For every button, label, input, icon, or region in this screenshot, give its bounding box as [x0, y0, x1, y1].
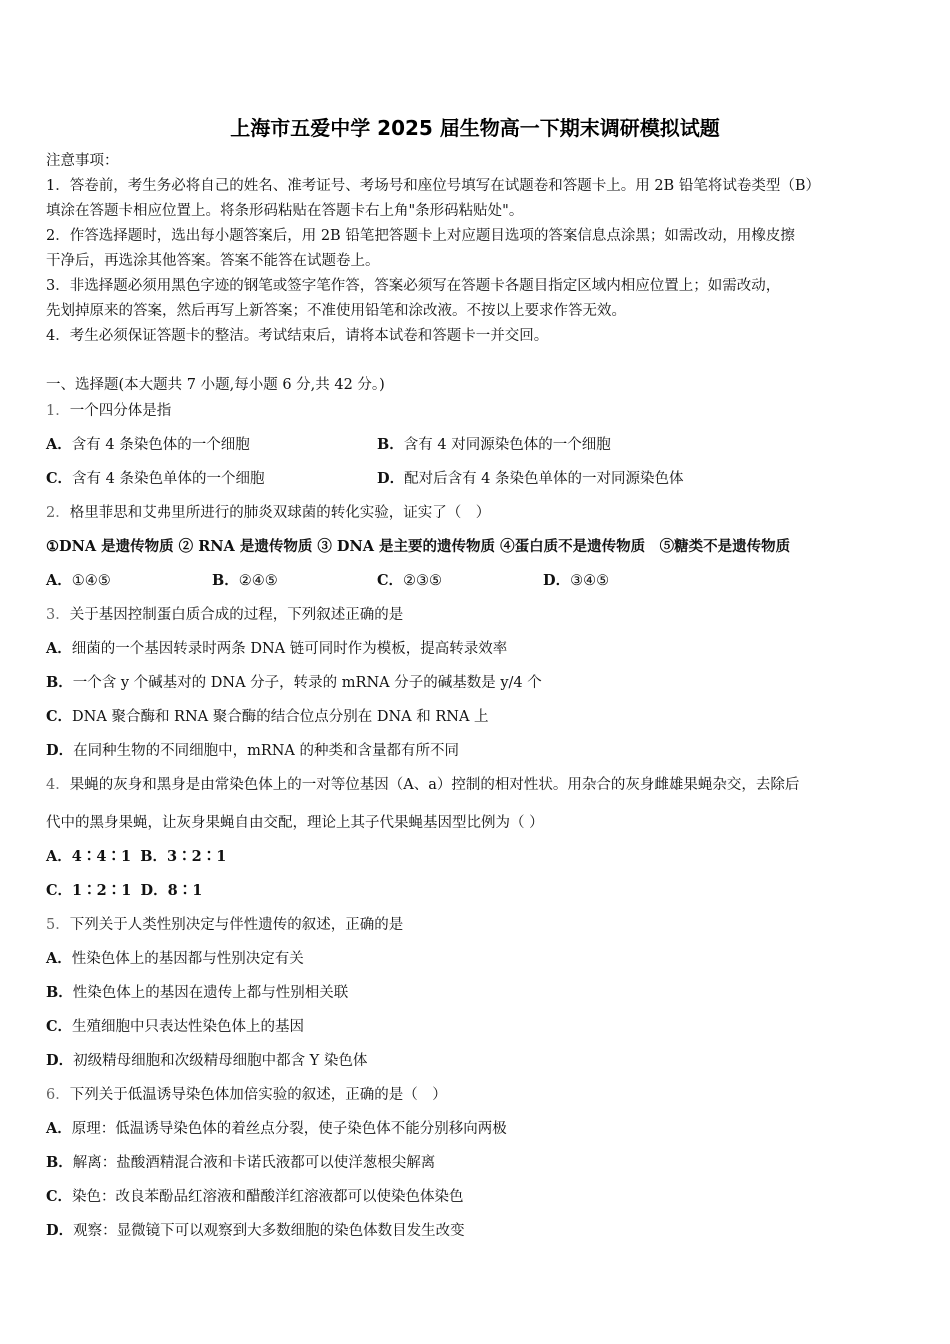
notice-line: 2．作答选择题时，选出每小题答案后，用 2B 铅笔把答题卡上对应题目选项的答案信息点涂黑；如需改动，用橡皮擦	[46, 228, 795, 244]
q3-option-b: B．一个含 y 个碱基对的 DNA 分子，转录的 mRNA 分子的碱基数是 y/4 个	[46, 674, 542, 691]
question-4-stem: 4．果蝇的灰身和黑身是由常染色体上的一对等位基因（A、a）控制的相对性状。用杂合的灰身雌雄果蝇杂交，去除后	[46, 777, 800, 793]
q1-option-c: C．含有 4 条染色单体的一个细胞	[46, 470, 265, 487]
q2-option-b: B．②④⑤	[212, 572, 278, 589]
question-number: 4．	[46, 777, 70, 793]
question-number: 3．	[46, 607, 70, 623]
q1-option-d: D．配对后含有 4 条染色单体的一对同源染色体	[377, 470, 684, 487]
q5-option-d: D．初级精母细胞和次级精母细胞中都含 Y 染色体	[46, 1052, 368, 1069]
question-2-statements: ①DNA 是遗传物质 ② RNA 是遗传物质 ③ DNA 是主要的遗传物质 ④蛋白质不是遗传物质 ⑤糖类不是遗传物质	[46, 538, 791, 555]
question-number: 6．	[46, 1087, 70, 1103]
question-number: 2．	[46, 505, 70, 521]
notice-line: 3．非选择题必须用黑色字迹的钢笔或签字笔作答，答案必须写在答题卡各题目指定区域内相应位置上；如需改动，	[46, 278, 781, 294]
question-4-stem-cont: 代中的黑身果蝇，让灰身果蝇自由交配，理论上其子代果蝇基因型比例为（ ）	[46, 815, 544, 831]
q3-option-d: D．在同种生物的不同细胞中，mRNA 的种类和含量都有所不同	[46, 742, 460, 759]
q6-option-a: A．原理：低温诱导染色体的着丝点分裂，使子染色体不能分别移向两极	[46, 1120, 507, 1137]
q1-option-b: B．含有 4 对同源染色体的一个细胞	[377, 436, 611, 453]
q4-options-row-2: C．1∶2∶1 D．8∶1	[46, 882, 203, 899]
q2-option-a: A．①④⑤	[46, 572, 111, 589]
q2-option-c: C．②③⑤	[377, 572, 443, 589]
q6-option-c: C．染色：改良苯酚品红溶液和醋酸洋红溶液都可以使染色体染色	[46, 1188, 464, 1205]
q3-option-c: C．DNA 聚合酶和 RNA 聚合酶的结合位点分别在 DNA 和 RNA 上	[46, 708, 489, 725]
section-heading: 一、选择题(本大题共 7 小题,每小题 6 分,共 42 分。)	[46, 377, 385, 393]
notice-line: 填涂在答题卡相应位置上。将条形码粘贴在答题卡右上角"条形码粘贴处"。	[46, 203, 524, 219]
q3-option-a: A．细菌的一个基因转录时两条 DNA 链可同时作为模板，提高转录效率	[46, 640, 508, 657]
question-number: 5．	[46, 917, 70, 933]
question-3-stem: 3．关于基因控制蛋白质合成的过程，下列叙述正确的是	[46, 607, 404, 623]
notice-line: 干净后，再选涂其他答案。答案不能答在试题卷上。	[46, 253, 380, 269]
q5-option-c: C．生殖细胞中只表达性染色体上的基因	[46, 1018, 305, 1035]
notice-line: 4．考生必须保证答题卡的整洁。考试结束后，请将本试卷和答题卡一并交回。	[46, 328, 549, 344]
q5-option-b: B．性染色体上的基因在遗传上都与性别相关联	[46, 984, 349, 1001]
q2-option-d: D．③④⑤	[543, 572, 610, 589]
question-number: 1．	[46, 403, 70, 419]
question-5-stem: 5．下列关于人类性别决定与伴性遗传的叙述，正确的是	[46, 917, 404, 933]
question-1-stem: 1．一个四分体是指	[46, 403, 172, 419]
q5-option-a: A．性染色体上的基因都与性别决定有关	[46, 950, 304, 967]
q6-option-d: D．观察：显微镜下可以观察到大多数细胞的染色体数目发生改变	[46, 1222, 465, 1239]
q1-option-a: A．含有 4 条染色体的一个细胞	[46, 436, 250, 453]
question-2-stem: 2．格里菲思和艾弗里所进行的肺炎双球菌的转化实验，证实了（ ）	[46, 505, 491, 521]
page-title: 上海市五爱中学 2025 届生物高一下期末调研模拟试题	[230, 116, 720, 140]
notice-heading: 注意事项：	[46, 153, 119, 169]
question-6-stem: 6．下列关于低温诱导染色体加倍实验的叙述，正确的是（ ）	[46, 1087, 447, 1103]
notice-line: 1．答卷前，考生务必将自己的姓名、准考证号、考场号和座位号填写在试题卷和答题卡上。用 2B 铅笔将试卷类型（B）	[46, 178, 820, 194]
q4-options-row-1: A．4∶4∶1 B．3∶2∶1	[46, 848, 227, 865]
q6-option-b: B．解离：盐酸酒精混合液和卡诺氏液都可以使洋葱根尖解离	[46, 1154, 436, 1171]
notice-line: 先划掉原来的答案，然后再写上新答案；不准使用铅笔和涂改液。不按以上要求作答无效。	[46, 303, 626, 319]
